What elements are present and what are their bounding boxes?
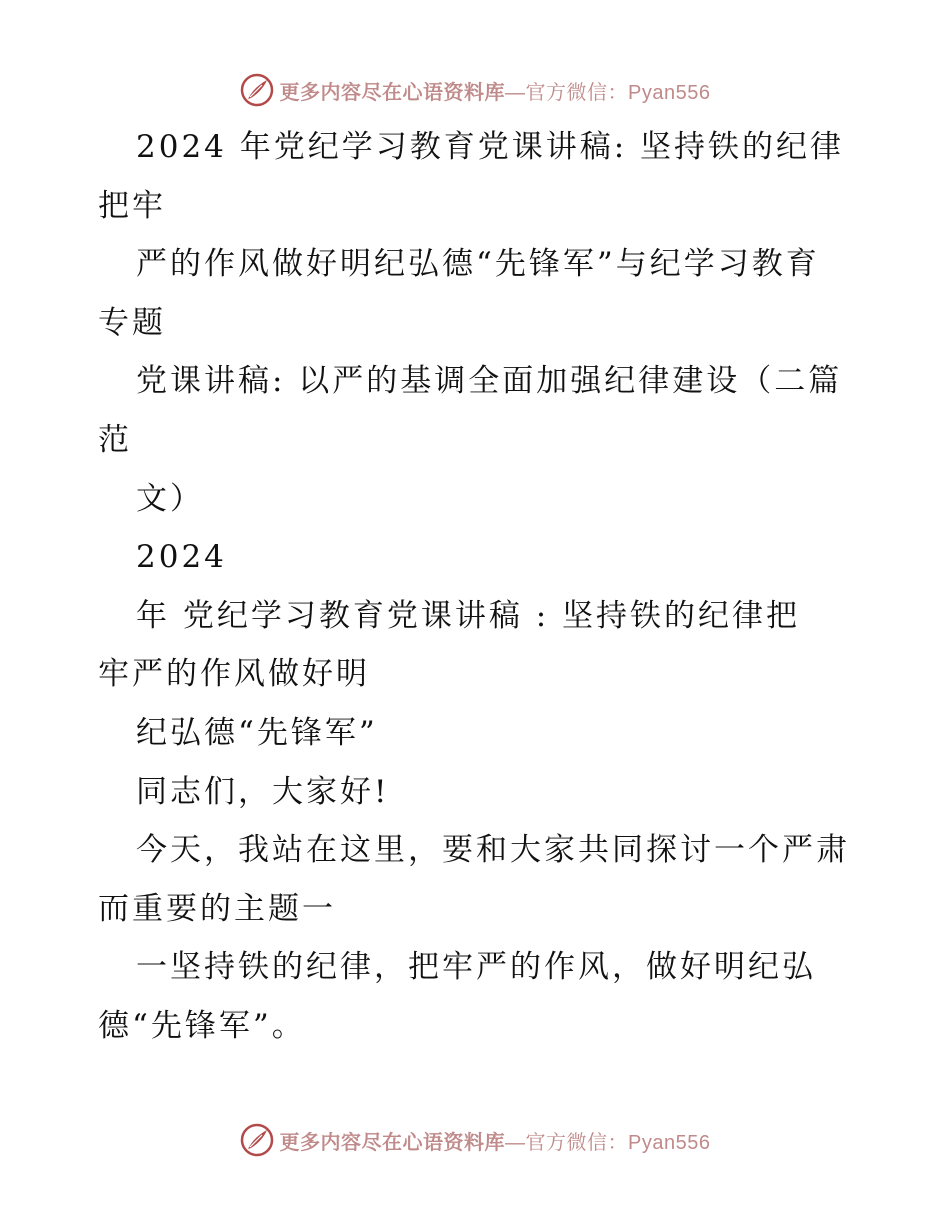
watermark-text: 更多内容尽在心语资料库: [279, 1131, 506, 1154]
text-line: 德“先锋军”。: [98, 1007, 306, 1044]
watermark-label: 官方微信：: [525, 1131, 629, 1154]
document-body: [98, 118, 858, 1056]
text-line: 同志们，大家好!: [136, 773, 390, 810]
watermark-text: 更多内容尽在心语资料库: [279, 81, 506, 104]
header-watermark: [0, 70, 950, 110]
watermark-dash: —: [505, 81, 526, 104]
text-line: 而重要的主题一: [98, 890, 336, 927]
watermark-dash: —: [505, 1131, 526, 1154]
text-line: 年 党纪学习教育党课讲稿 : 坚持铁的纪律把: [136, 597, 801, 634]
text-line: 范: [98, 421, 132, 458]
text-line: 一坚持铁的纪律，把牢严的作风，做好明纪弘: [136, 949, 816, 986]
watermark-id: Pyan556: [628, 1131, 711, 1154]
quill-logo-icon: [240, 73, 274, 107]
text-line: 严的作风做好明纪弘德“先锋军”与纪学习教育: [136, 246, 820, 283]
text-line: 专题: [98, 304, 166, 341]
quill-logo-icon: [240, 1123, 274, 1157]
text-line: 2024: [136, 539, 227, 576]
footer-watermark: [0, 1120, 950, 1160]
text-line: 今天，我站在这里，要和大家共同探讨一个严肃: [136, 832, 850, 869]
watermark-id: Pyan556: [628, 81, 711, 104]
text-line: 党课讲稿: 以严的基调全面加强纪律建设（二篇: [136, 363, 843, 400]
text-line: 文）: [136, 480, 204, 517]
text-line: 把牢: [98, 187, 166, 224]
text-line: 2024 年党纪学习教育党课讲稿: 坚持铁的纪律: [136, 129, 845, 165]
text-line: 牢严的作风做好明: [98, 656, 370, 693]
watermark-label: 官方微信：: [525, 81, 629, 104]
text-line: 纪弘德“先锋军”: [136, 714, 378, 751]
